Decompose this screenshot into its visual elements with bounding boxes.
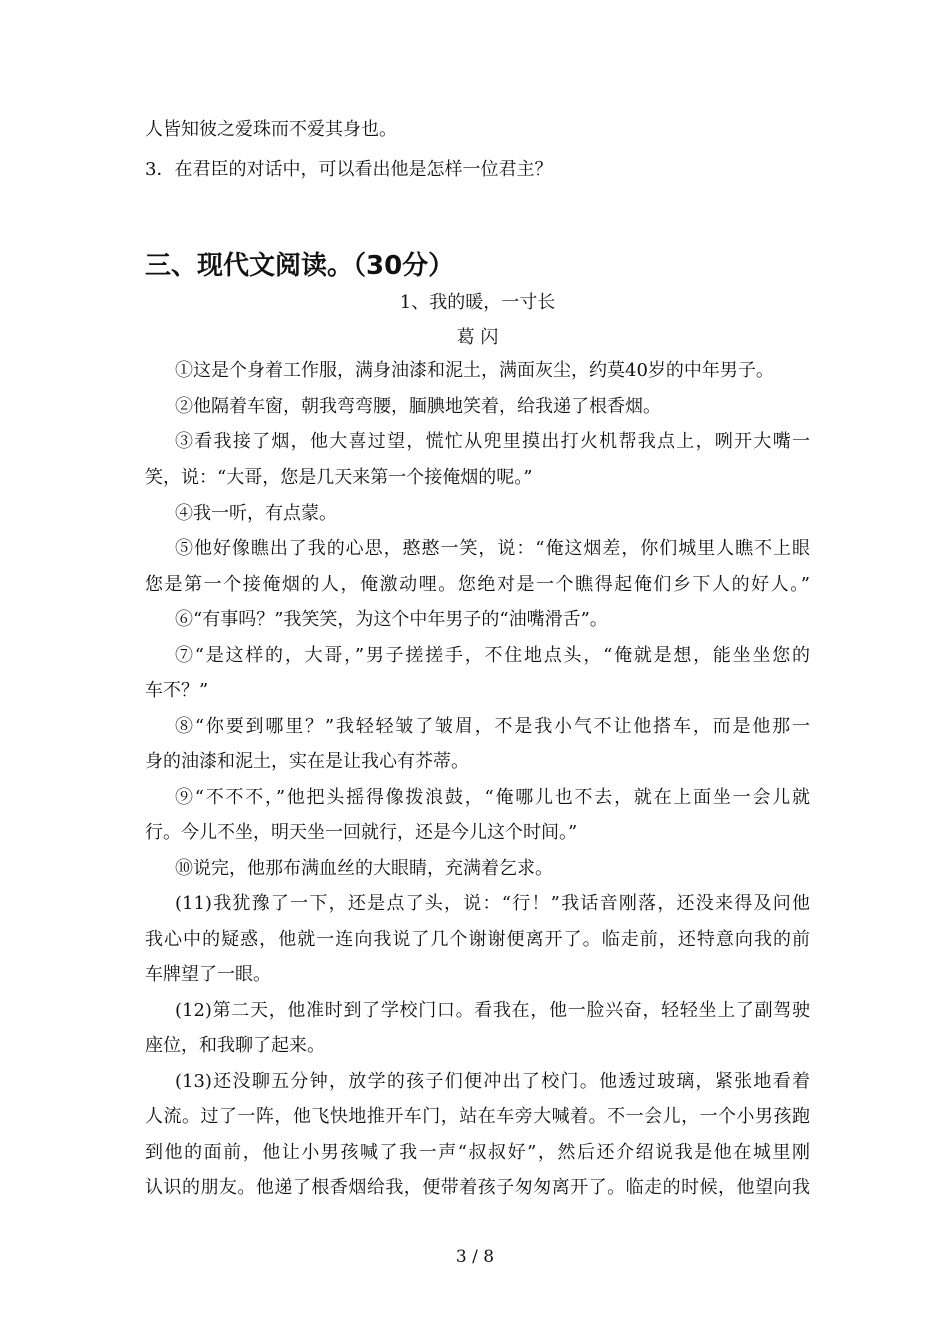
section-title: 三、现代文阅读。（30分）	[145, 251, 455, 281]
paragraph-line: 我心中的疑惑，他就一连向我说了几个谢谢便离开了。临走前，还特意向我的前	[145, 929, 810, 950]
paragraph-line: ①这是个身着工作服，满身油漆和泥土，满面灰尘，约莫40岁的中年男子。	[175, 360, 774, 381]
paragraph-line: ③看我接了烟，他大喜过望，慌忙从兜里摸出打火机帮我点上，咧开大嘴一	[175, 431, 810, 452]
paragraph-line: 身的油漆和泥土，实在是让我心有芥蒂。	[145, 751, 469, 772]
paragraph-line: ⑩说完，他那布满血丝的大眼睛，充满着乞求。	[175, 858, 553, 879]
paragraph-line: ⑧“你要到哪里？”我轻轻皱了皱眉，不是我小气不让他搭车，而是他那一	[175, 716, 810, 737]
paragraph-line: 座位，和我聊了起来。	[145, 1035, 325, 1056]
paragraph-line: 行。今儿不坐，明天坐一回就行，还是今儿这个时间。”	[145, 822, 578, 843]
paragraph-line: 笑，说：“大哥，您是几天来第一个接俺烟的呢。”	[145, 467, 533, 488]
question-3: 3．在君臣的对话中，可以看出他是怎样一位君主？	[145, 159, 553, 180]
paragraph-line: (11)我犹豫了一下，还是点了头，说：“行！”我话音刚落，还没来得及问他	[175, 893, 810, 914]
paragraph-line: (13)还没聊五分钟，放学的孩子们便冲出了校门。他透过玻璃，紧张地看着	[175, 1071, 810, 1092]
paragraph-line: ⑥“有事吗？”我笑笑，为这个中年男子的“油嘴滑舌”。	[175, 609, 608, 630]
paragraph-line: 您是第一个接俺烟的人，俺激动哩。您绝对是一个瞧得起俺们乡下人的好人。”	[145, 574, 810, 595]
paragraph-line: 认识的朋友。他递了根香烟给我，便带着孩子匆匆离开了。临走的时候，他望向我	[145, 1177, 810, 1198]
paragraph-line: ⑨“不不不，”他把头摇得像拨浪鼓，“俺哪儿也不去，就在上面坐一会儿就	[175, 787, 810, 808]
paragraph-line: ②他隔着车窗，朝我弯弯腰，腼腆地笑着，给我递了根香烟。	[175, 396, 661, 417]
article-author: 葛 闪	[456, 327, 499, 348]
paragraph-line: 人流。过了一阵，他飞快地推开车门，站在车旁大喊着。不一会儿，一个小男孩跑	[145, 1106, 810, 1127]
paragraph-line: ⑦“是这样的，大哥，”男子搓搓手，不住地点头，“俺就是想，能坐坐您的	[175, 645, 810, 666]
paragraph-line: (12)第二天，他准时到了学校门口。看我在，他一脸兴奋，轻轻坐上了副驾驶	[175, 1000, 810, 1021]
text-line: 人皆知彼之爱珠而不爱其身也。	[145, 119, 397, 140]
paragraph-line: ④我一听，有点蒙。	[175, 503, 337, 524]
article-title: 1、我的暖，一寸长	[399, 292, 556, 313]
page-number: 3 / 8	[455, 1247, 495, 1267]
paragraph-line: 到他的面前，他让小男孩喊了我一声“叔叔好”，然后还介绍说我是他在城里刚	[145, 1142, 810, 1163]
paragraph-line: 车牌望了一眼。	[145, 964, 271, 985]
paragraph-line: ⑤他好像瞧出了我的心思，憨憨一笑，说：“俺这烟差，你们城里人瞧不上眼	[175, 538, 810, 559]
paragraph-line: 车不？”	[145, 680, 209, 701]
